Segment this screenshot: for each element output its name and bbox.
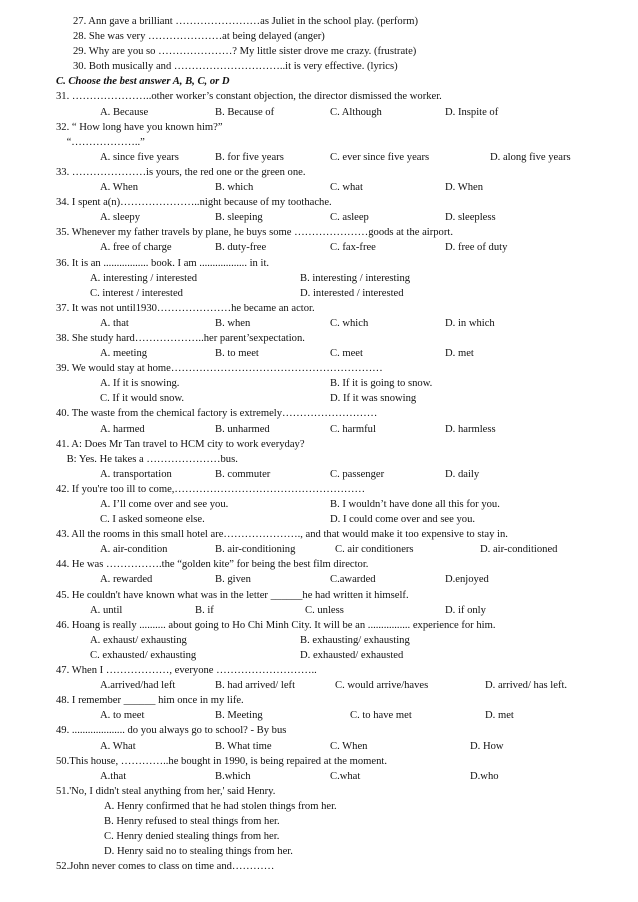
answer-option: C. Although <box>330 106 382 118</box>
answer-option: C. meet <box>330 348 363 360</box>
answer-option: A. interesting / interested <box>90 272 198 284</box>
question-stem: 41. A: Does Mr Tan travel to HCM city to work everyday? <box>56 438 305 450</box>
answer-option: B. unharmed <box>215 423 270 435</box>
answer-option: B. I wouldn’t have done all this for you. <box>330 499 500 510</box>
options-row <box>60 467 618 482</box>
question-stem: 45. He couldn't have known what was in the letter ______he had written it himself. <box>56 589 409 601</box>
question-stem: 48. I remember ______ him once in my life. <box>56 695 244 707</box>
question-stem: 31. …………………..other worker’s constant objection, the director dismissed the worker. <box>56 91 442 103</box>
question-stem: 34. I spent a(n)…………………..night because of my toothache. <box>56 197 332 209</box>
answer-option: C. Henry denied stealing things from her. <box>104 831 280 843</box>
exercise-line: 28. She was very …………………at being delayed (anger) <box>73 31 325 43</box>
question-stem: 44. He was …………….the “golden kite” for being the best film director. <box>56 559 369 571</box>
options-row <box>60 210 618 225</box>
answer-option: A. free of charge <box>100 242 172 254</box>
answer-option: B. which <box>215 182 254 194</box>
answer-option: B. Because of <box>215 106 275 118</box>
options-row <box>60 346 618 361</box>
answer-option: A. since five years <box>100 151 179 163</box>
answer-option: A. meeting <box>100 348 148 360</box>
answer-option: C. fax-free <box>330 242 376 254</box>
answer-option: B. given <box>215 574 251 586</box>
answer-option: A.that <box>100 770 127 782</box>
answer-option: D. in which <box>445 317 495 329</box>
question-stem: 36. It is an ................. book. I am .................. in it. <box>56 257 270 269</box>
answer-option: A. transportation <box>100 468 172 480</box>
answer-option: B.which <box>215 770 251 782</box>
answer-option: C. If it would snow. <box>100 393 185 405</box>
options-row <box>60 376 618 391</box>
answer-option: A. Henry confirmed that he had stolen things from her. <box>104 800 337 812</box>
answer-option: C. When <box>330 740 368 752</box>
answer-option: A. to meet <box>100 710 145 722</box>
answer-option: B. air-conditioning <box>215 544 296 556</box>
answer-option: C. exhausted/ exhausting <box>90 649 197 661</box>
question-stem: 52.John never comes to class on time and………… <box>56 861 275 873</box>
question-stem: 42. If you're too ill to come,……………………………………………… <box>56 483 366 495</box>
answer-option: B. exhausting/ exhausting <box>300 634 410 646</box>
answer-option: D. exhausted/ exhausted <box>300 649 404 661</box>
options-row <box>60 739 618 754</box>
question-stem: 37. It was not until1930…………………he became an actor. <box>56 302 315 314</box>
answer-option: C.awarded <box>330 574 376 586</box>
answer-option: D. Inspite of <box>445 106 499 118</box>
answer-option: A. When <box>100 182 139 194</box>
answer-option: A. exhaust/ exhausting <box>90 634 187 646</box>
answer-option: A. rewarded <box>100 574 153 586</box>
options-row <box>60 150 618 165</box>
answer-option: B. Meeting <box>215 710 263 722</box>
answer-option: A. air-condition <box>100 544 168 556</box>
question-stem: 33. …………………is yours, the red one or the green one. <box>56 166 306 178</box>
answer-option: D. free of duty <box>445 242 508 254</box>
answer-option: C. unless <box>305 604 344 616</box>
answer-option: A. harmed <box>100 423 145 435</box>
options-row <box>60 391 618 406</box>
answer-option: B. for five years <box>215 151 284 163</box>
answer-option: B. had arrived/ left <box>215 680 296 692</box>
answer-option: B. commuter <box>215 468 271 480</box>
question-stem: 50.This house, …………..he bought in 1990, is being repaired at the moment. <box>56 755 388 767</box>
options-row <box>60 422 618 437</box>
question-stem: B: Yes. He takes a …………………bus. <box>56 453 238 465</box>
answer-option: B. interesting / interesting <box>300 272 411 284</box>
question-stem: 47. When I ………………, everyone ……………………….. <box>56 665 317 677</box>
options-row <box>60 497 618 512</box>
options-row <box>60 286 618 301</box>
answer-option: C. asleep <box>330 212 369 224</box>
options-row <box>60 512 618 527</box>
answer-option: D. When <box>445 182 484 194</box>
answer-option: D. harmless <box>445 423 496 435</box>
answer-option: B. Henry refused to steal things from her. <box>104 815 280 827</box>
answer-option: D. interested / interested <box>300 287 404 299</box>
answer-option: A.arrived/had left <box>100 680 176 692</box>
answer-option: A. until <box>90 604 123 616</box>
question-stem: 49. .................... do you always go to school? - By bus <box>56 725 287 737</box>
answer-option: C. ever since five years <box>330 151 430 163</box>
answer-option: B. If it is going to snow. <box>330 378 433 390</box>
answer-option: C. would arrive/haves <box>335 680 429 692</box>
question-stem: 39. We would stay at home…………………………………………………… <box>56 363 383 375</box>
answer-option: A. Because <box>100 106 149 118</box>
question-stem: 40. The waste from the chemical factory is extremely……………………… <box>56 408 378 420</box>
options-row <box>60 648 618 663</box>
options-row <box>60 708 618 723</box>
options-row <box>60 769 618 784</box>
question-stem: 32. “ How long have you known him?” <box>56 121 223 133</box>
answer-option: D.enjoyed <box>445 574 489 586</box>
answer-option: A. If it is snowing. <box>100 378 180 390</box>
options-row <box>60 240 618 255</box>
answer-option: A. that <box>100 317 129 329</box>
answer-option: C. which <box>330 317 369 329</box>
answer-option: D.who <box>470 770 499 782</box>
options-row <box>60 316 618 331</box>
answer-option: C. to have met <box>350 710 412 722</box>
options-row <box>60 603 618 618</box>
exercise-line: 30. Both musically and …………………………..it is very effective. (lyrics) <box>73 61 398 73</box>
answer-option: B. What time <box>215 740 272 752</box>
answer-option: C. harmful <box>330 423 376 435</box>
question-stem: “………………..” <box>56 136 145 148</box>
answer-option: D. arrived/ has left. <box>485 680 568 692</box>
exercise-line: 27. Ann gave a brilliant ……………………as Juliet in the school play. (perform) <box>73 16 419 27</box>
answer-option: D. If it was snowing <box>330 393 417 405</box>
options-row <box>60 542 618 557</box>
answer-option: A. What <box>100 740 136 752</box>
question-stem: 43. All the rooms in this small hotel are…………………., and that would make it too expensive to stay in. <box>56 529 508 541</box>
answer-option: C.what <box>330 770 361 782</box>
question-stem: 51.'No, I didn't steal anything from her,' said Henry. <box>56 785 276 797</box>
question-stem: 35. Whenever my father travels by plane, he buys some …………………goods at the airport. <box>56 227 453 239</box>
answer-option: D. I could come over and see you. <box>330 514 476 526</box>
answer-option: D. How <box>470 740 504 752</box>
answer-option: D. sleepless <box>445 212 496 224</box>
question-stem: 38. She study hard………………..her parent’sexpectation. <box>56 332 305 344</box>
exercise-line: 29. Why are you so …………………? My little sister drove me crazy. (frustrate) <box>73 46 417 58</box>
answer-option: D. air-conditioned <box>480 544 558 556</box>
answer-option: C. what <box>330 182 363 194</box>
answer-option: B. duty-free <box>215 242 267 254</box>
answer-option: C. air conditioners <box>335 544 414 556</box>
answer-option: B. to meet <box>215 348 259 360</box>
question-stem: 46. Hoang is really .......... about going to Ho Chi Minh City. It will be an ................ experience for him. <box>56 619 496 631</box>
answer-option: D. daily <box>445 468 480 480</box>
options-row <box>60 678 618 693</box>
answer-option: D. met <box>445 348 474 360</box>
answer-option: D. Henry said no to stealing things from her. <box>104 846 293 858</box>
options-row <box>60 633 618 648</box>
options-row <box>60 105 618 120</box>
answer-option: D. along five years <box>490 151 571 163</box>
answer-option: C. interest / interested <box>90 287 183 299</box>
answer-option: A. sleepy <box>100 212 141 224</box>
answer-option: A. I’ll come over and see you. <box>100 499 229 510</box>
answer-option: B. sleeping <box>215 212 263 224</box>
answer-option: C. I asked someone else. <box>100 514 205 526</box>
answer-option: B. when <box>215 317 251 329</box>
section-heading: C. Choose the best answer A, B, C, or D <box>56 76 230 88</box>
answer-option: C. passenger <box>330 468 385 480</box>
options-row <box>60 271 618 286</box>
options-row <box>60 572 618 587</box>
options-row <box>60 180 618 195</box>
answer-option: B. if <box>195 604 214 616</box>
answer-option: D. met <box>485 710 514 722</box>
answer-option: D. if only <box>445 604 486 616</box>
